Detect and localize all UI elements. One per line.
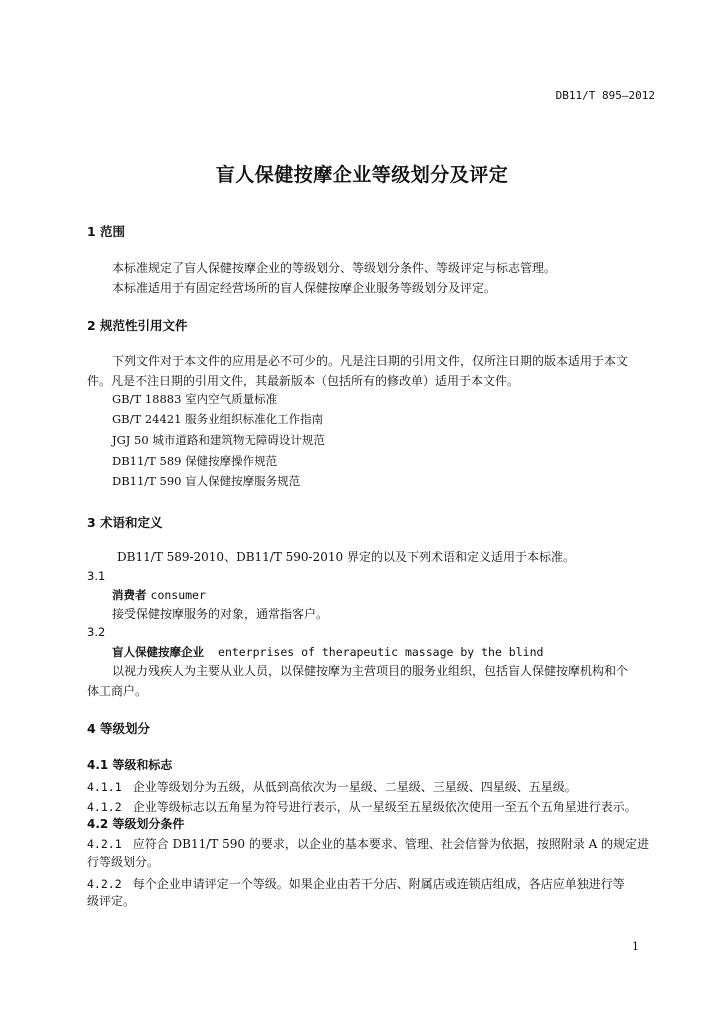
normative-reference: GB/T 18883 室内空气质量标准 xyxy=(112,392,278,406)
section-2-heading: 2 规范性引用文件 xyxy=(87,318,188,333)
clause-number: 4.2.1 xyxy=(87,837,122,851)
section-2-paragraph-line-1: 下列文件对于本文件的应用是必不可少的。凡是注日期的引用文件，仅所注日期的版本适用于本文 xyxy=(112,354,629,368)
normative-reference: DB11/T 590 盲人保健按摩服务规范 xyxy=(112,474,301,488)
section-1-paragraph-2: 本标准适用于有固定经营场所的盲人保健按摩企业服务等级划分及评定。 xyxy=(112,281,497,295)
section-4-heading: 4 等级划分 xyxy=(87,721,151,736)
term-1-number: 3.1 xyxy=(87,569,106,583)
standard-code: DB11/T 895—2012 xyxy=(555,89,655,102)
term-2-number: 3.2 xyxy=(87,625,106,639)
clause-text: 应符合 DB11/T 590 的要求，以企业的基本要求、管理、社会信誉为依据，按照附录 A 的规定进 xyxy=(132,837,650,851)
page-number: 1 xyxy=(632,940,639,953)
clause-text: 每个企业申请评定一个等级。如果企业由若干分店、附属店或连锁店组成，各店应单独进行等 xyxy=(132,877,625,891)
normative-reference: DB11/T 589 保健按摩操作规范 xyxy=(112,454,278,468)
clause-4-2-1 xyxy=(87,833,649,852)
clause-number: 4.1.2 xyxy=(87,800,122,814)
normative-reference: GB/T 24421 服务业组织标准化工作指南 xyxy=(112,412,324,426)
clause-number: 4.1.1 xyxy=(87,780,122,794)
section-2-paragraph-line-2: 件。凡是不注日期的引用文件，其最新版本（包括所有的修改单）适用于本文件。 xyxy=(87,374,520,388)
term-2-definition-line-1: 以视力残疾人为主要从业人员，以保健按摩为主营项目的服务业组织，包括盲人保健按摩机构和个 xyxy=(112,664,629,678)
section-3-heading: 3 术语和定义 xyxy=(87,515,163,530)
clause-4-2-2-continued: 级评定。 xyxy=(87,894,136,908)
clause-4-1-2 xyxy=(87,796,637,815)
clause-text: 企业等级划分为五级，从低到高依次为一星级、二星级、三星级、四星级、五星级。 xyxy=(132,780,577,794)
section-3-intro: DB11/T 589-2010、DB11/T 590-2010 界定的以及下列术语和定义适用于本标准。 xyxy=(117,550,575,564)
clause-4-1-heading: 4.1 等级和标志 xyxy=(87,758,173,772)
term-1-name: 消费者 xyxy=(112,588,147,602)
section-1-paragraph-1: 本标准规定了盲人保健按摩企业的等级划分、等级划分条件、等级评定与标志管理。 xyxy=(112,261,557,275)
section-1-heading: 1 范围 xyxy=(87,224,126,239)
clause-4-2-1-continued: 行等级划分。 xyxy=(87,855,160,869)
clause-4-2-heading: 4.2 等级划分条件 xyxy=(87,817,185,831)
clause-number: 4.2.2 xyxy=(87,877,122,891)
term-1-heading xyxy=(112,587,206,603)
clause-text: 企业等级标志以五角星为符号进行表示，从一星级至五星级依次使用一至五个五角星进行表示。 xyxy=(132,800,637,814)
term-2-english: enterprises of therapeutic massage by the blind xyxy=(218,645,544,659)
term-2-heading xyxy=(112,644,543,660)
term-2-definition-line-2: 体工商户。 xyxy=(87,684,148,698)
clause-4-2-2 xyxy=(87,873,625,892)
normative-reference: JGJ 50 城市道路和建筑物无障碍设计规范 xyxy=(112,433,325,447)
document-title: 盲人保健按摩企业等级划分及评定 xyxy=(215,164,509,186)
term-1-definition: 接受保健按摩服务的对象，通常指客户。 xyxy=(112,607,329,621)
term-1-english: consumer xyxy=(150,588,206,602)
term-2-name: 盲人保健按摩企业 xyxy=(112,645,204,659)
clause-4-1-1 xyxy=(87,776,577,795)
